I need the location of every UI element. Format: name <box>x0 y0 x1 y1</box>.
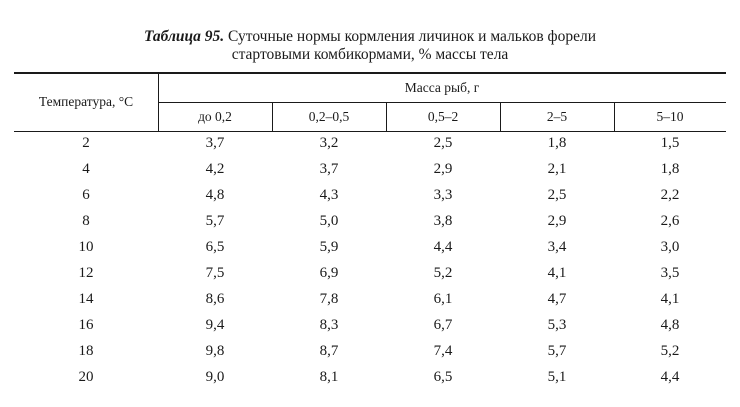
temperature-cell: 14 <box>78 291 94 307</box>
value-cell: 4,2 <box>205 161 225 177</box>
value-cell: 4,1 <box>547 265 567 281</box>
value-cell: 1,8 <box>547 135 567 151</box>
value-cell: 4,4 <box>660 369 680 385</box>
table-row <box>14 236 726 258</box>
value-cell: 5,3 <box>547 317 567 333</box>
temperature-cell: 8 <box>82 213 90 229</box>
value-cell: 3,0 <box>660 239 680 255</box>
value-cell: 4,8 <box>205 187 225 203</box>
value-cell: 2,9 <box>547 213 567 229</box>
table-caption <box>0 28 740 64</box>
value-cell: 7,4 <box>433 343 453 359</box>
temperature-cell: 16 <box>78 317 94 333</box>
value-cell: 6,5 <box>205 239 225 255</box>
temperature-cell: 4 <box>82 161 90 177</box>
table-row <box>14 262 726 284</box>
value-cell: 4,7 <box>547 291 567 307</box>
value-cell: 6,7 <box>433 317 453 333</box>
temperature-cell: 10 <box>78 239 94 255</box>
table-row <box>14 314 726 336</box>
value-cell: 1,8 <box>660 161 680 177</box>
value-cell: 5,0 <box>319 213 339 229</box>
value-cell: 5,7 <box>547 343 567 359</box>
table-row <box>14 184 726 206</box>
value-cell: 3,7 <box>205 135 225 151</box>
value-cell: 5,9 <box>319 239 339 255</box>
header-mass-col-4: 2–5 <box>546 109 568 124</box>
value-cell: 9,4 <box>205 317 225 333</box>
value-cell: 5,1 <box>547 369 567 385</box>
table-top-rule <box>14 72 726 74</box>
value-cell: 3,3 <box>433 187 453 203</box>
temperature-cell: 12 <box>78 265 94 281</box>
value-cell: 8,1 <box>319 369 339 385</box>
table-row <box>14 340 726 362</box>
header-mass-col-1: до 0,2 <box>198 109 232 124</box>
caption-title-line2: стартовыми комбикормами, % массы тела <box>231 46 509 63</box>
header-mid-rule <box>158 102 726 103</box>
header-temperature: Температура, °С <box>38 94 134 109</box>
value-cell: 2,5 <box>433 135 453 151</box>
value-cell: 3,5 <box>660 265 680 281</box>
value-cell: 3,2 <box>319 135 339 151</box>
header-mass-col-2: 0,2–0,5 <box>308 109 350 124</box>
temperature-cell: 20 <box>78 369 94 385</box>
value-cell: 8,7 <box>319 343 339 359</box>
value-cell: 3,7 <box>319 161 339 177</box>
value-cell: 7,8 <box>319 291 339 307</box>
caption-title-line1: Суточные нормы кормления личинок и мальков форели <box>228 28 597 45</box>
value-cell: 5,2 <box>433 265 453 281</box>
value-cell: 6,1 <box>433 291 453 307</box>
value-cell: 9,8 <box>205 343 225 359</box>
caption-label: Таблица 95. <box>143 28 225 45</box>
value-cell: 2,2 <box>660 187 680 203</box>
temperature-cell: 2 <box>82 135 90 151</box>
temperature-cell: 18 <box>78 343 94 359</box>
table-row <box>14 132 726 154</box>
value-cell: 5,2 <box>660 343 680 359</box>
table-row <box>14 288 726 310</box>
value-cell: 2,5 <box>547 187 567 203</box>
value-cell: 9,0 <box>205 369 225 385</box>
value-cell: 2,1 <box>547 161 567 177</box>
temperature-cell: 6 <box>82 187 90 203</box>
table-row <box>14 158 726 180</box>
value-cell: 8,6 <box>205 291 225 307</box>
value-cell: 1,5 <box>660 135 680 151</box>
value-cell: 2,6 <box>660 213 680 229</box>
value-cell: 3,8 <box>433 213 453 229</box>
value-cell: 4,4 <box>433 239 453 255</box>
value-cell: 4,3 <box>319 187 339 203</box>
value-cell: 6,9 <box>319 265 339 281</box>
value-cell: 3,4 <box>547 239 567 255</box>
value-cell: 4,8 <box>660 317 680 333</box>
value-cell: 7,5 <box>205 265 225 281</box>
header-mass-group: Масса рыб, г <box>404 80 480 95</box>
header-mass-col-5: 5–10 <box>656 109 684 124</box>
value-cell: 4,1 <box>660 291 680 307</box>
value-cell: 8,3 <box>319 317 339 333</box>
header-mass-col-3: 0,5–2 <box>427 109 459 124</box>
table-row <box>14 210 726 232</box>
table-row <box>14 366 726 388</box>
value-cell: 6,5 <box>433 369 453 385</box>
value-cell: 2,9 <box>433 161 453 177</box>
value-cell: 5,7 <box>205 213 225 229</box>
